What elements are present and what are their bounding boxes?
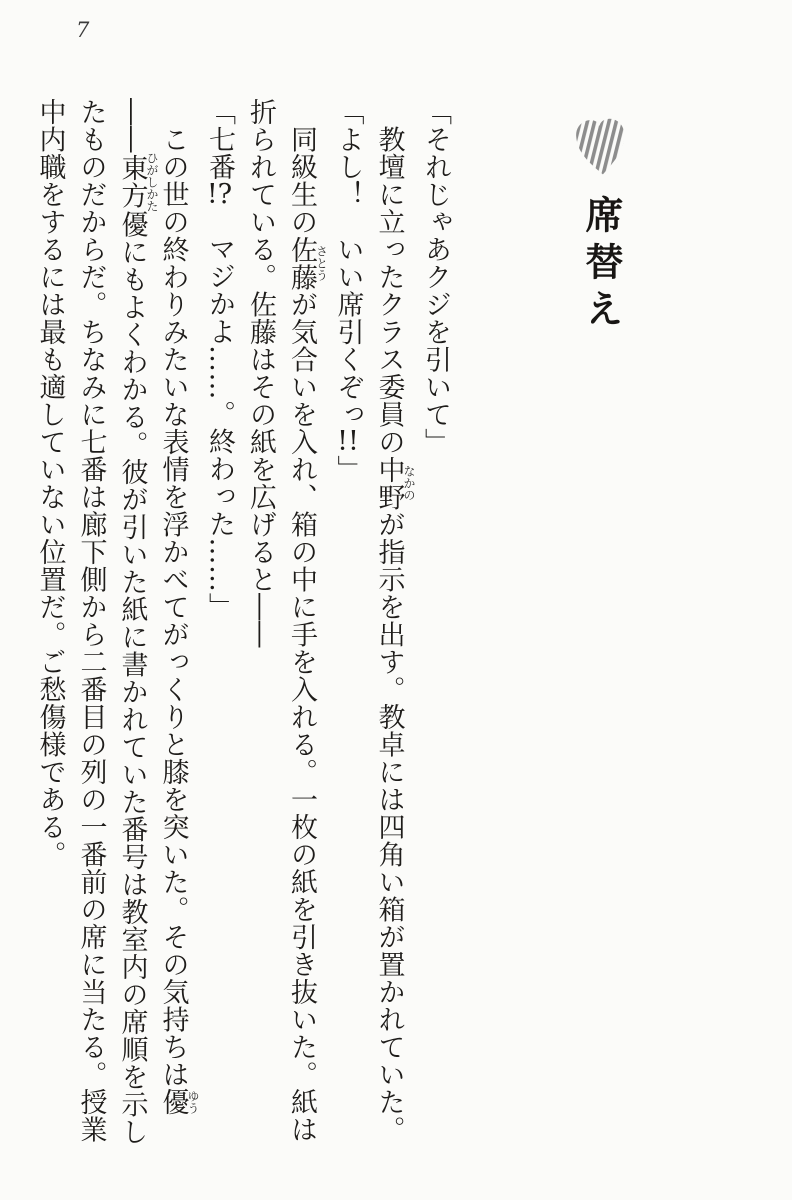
- ruby-annotated-word: 東方ひがしかた: [116, 151, 159, 212]
- striped-heart-icon: [578, 114, 636, 180]
- paragraph: 同級生の佐藤さとうが気合いを入れ、箱の中に手を入れる。一枚の紙を引き抜いた。紙は折られている。佐藤はその紙を広げると――: [245, 98, 329, 1143]
- paragraph: 「七番!? マジかよ……。終わった……」: [204, 98, 235, 620]
- chapter-title: 席替え: [579, 195, 623, 337]
- tate-chu-yoko: !?: [206, 180, 233, 208]
- paragraph: この世の終わりみたいな表情を浮かべてがっくりと膝を突いた。その気持ちは優ゆう――東方ひがしかた優にもよくわかる。彼が引いた紙に書かれていた番号は教室内の席順を示したものだからだ。ちなみに七番は廊下側から二番目の列の一番前の席に当たる。授業中内職をするには最も適していない位置だ。ご愁傷様である。: [34, 98, 200, 1146]
- body-text: [30, 98, 457, 1148]
- paragraph: 「よし！ いい席引くぞっ!!」: [332, 98, 364, 483]
- chapter-heading: [568, 98, 634, 1148]
- page-content: [30, 98, 635, 1148]
- paragraph: 「それじゃあクジを引いて」: [420, 98, 451, 456]
- ruby-annotated-word: 佐藤さとう: [286, 235, 329, 291]
- page-number: 7: [76, 18, 91, 42]
- tate-chu-yoko: !!: [337, 428, 359, 455]
- ruby-annotated-word: 優ゆう: [157, 1088, 200, 1116]
- ruby-annotated-word: 中野なかの: [373, 455, 416, 511]
- paragraph: 教壇に立ったクラス委員の中野なかのが指示を出す。教卓には四角い箱が置かれていた。: [373, 98, 416, 1143]
